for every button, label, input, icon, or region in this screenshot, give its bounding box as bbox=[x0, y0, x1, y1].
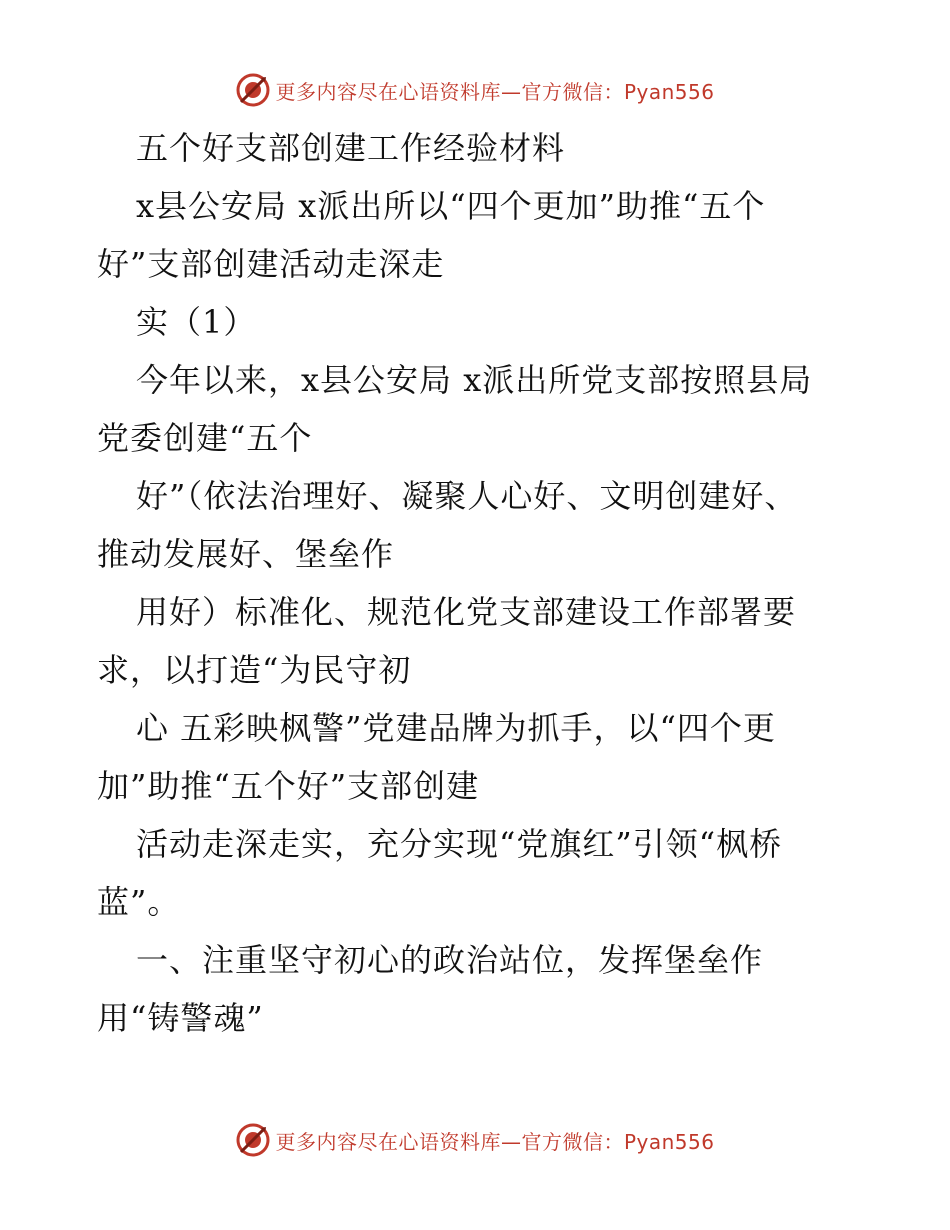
section-heading: 一、注重坚守初心的政治站位，发挥堡垒作 bbox=[136, 941, 764, 979]
paragraph-line: 求，以打造“为民守初 bbox=[97, 651, 412, 689]
header-watermark bbox=[0, 68, 950, 112]
paragraph-line: 加”助推“五个好”支部创建 bbox=[97, 767, 480, 805]
paragraph-line: 活动走深走实，充分实现“党旗红”引领“枫桥 bbox=[136, 825, 783, 863]
document-title: 五个好支部创建工作经验材料 bbox=[136, 129, 566, 167]
paragraph-line: 蓝”。 bbox=[97, 883, 181, 921]
paragraph-line: x县公安局 x派出所以“四个更加”助推“五个 bbox=[136, 187, 766, 225]
paragraph-line: 用好）标准化、规范化党支部建设工作部署要 bbox=[136, 593, 797, 631]
paragraph-line: 好”（依法治理好、凝聚人心好、文明创建好、 bbox=[136, 477, 798, 515]
watermark-text: 更多内容尽在心语资料库—官方微信：Pyan556 bbox=[275, 79, 715, 104]
paragraph-line: 今年以来，x县公安局 x派出所党支部按照县局 bbox=[136, 361, 813, 399]
paragraph-line: 好”支部创建活动走深走 bbox=[97, 245, 445, 283]
paragraph-line: 推动发展好、堡垒作 bbox=[97, 535, 395, 573]
paragraph-line: 党委创建“五个 bbox=[97, 419, 313, 457]
section-heading: 用“铸警魂” bbox=[97, 999, 264, 1037]
logo-icon bbox=[235, 1122, 271, 1158]
paragraph-line: 实（1） bbox=[136, 303, 257, 341]
footer-watermark bbox=[0, 1118, 950, 1162]
watermark-text: 更多内容尽在心语资料库—官方微信：Pyan556 bbox=[275, 1129, 715, 1154]
logo-icon bbox=[235, 72, 271, 108]
paragraph-line: 心 五彩映枫警”党建品牌为抓手，以“四个更 bbox=[136, 709, 776, 747]
